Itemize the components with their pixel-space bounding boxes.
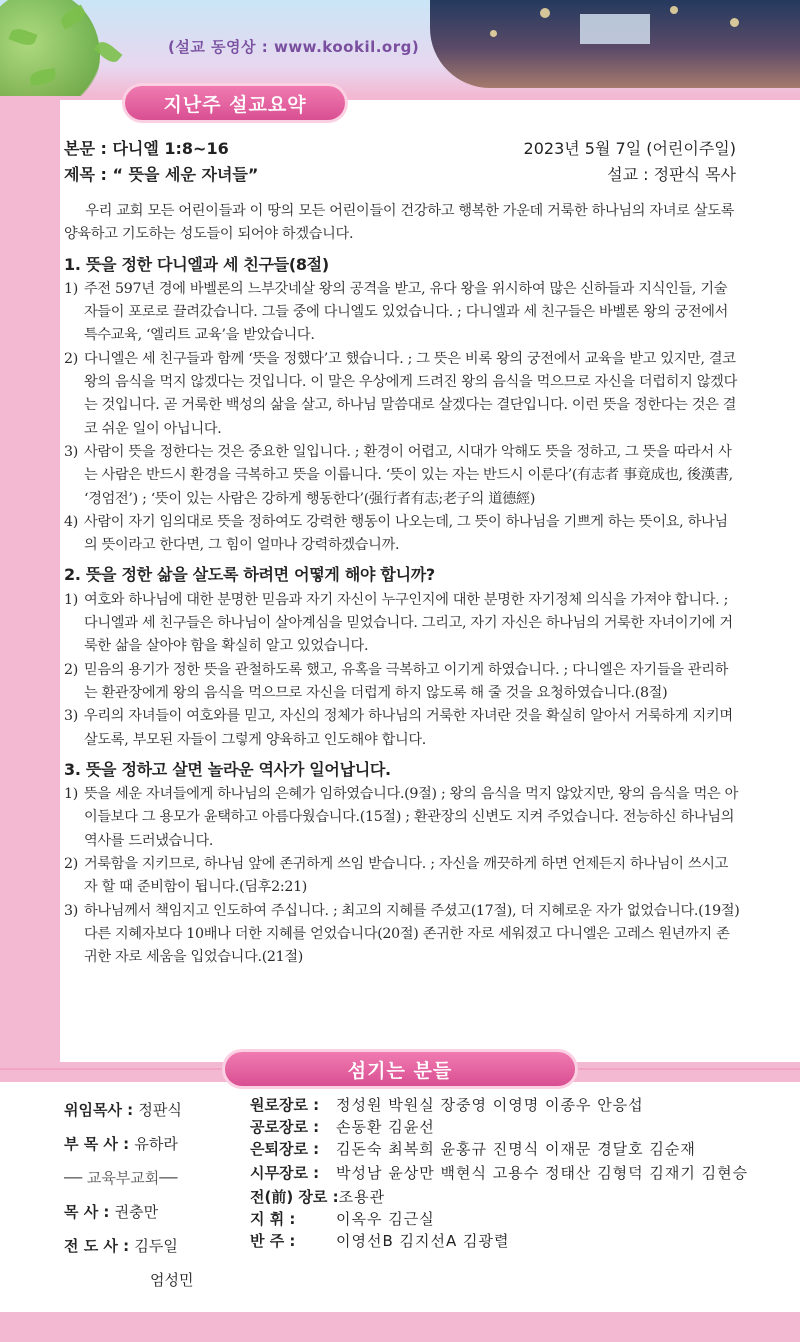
list-item: 3) 하나님께서 책임지고 인도하여 주십니다. ; 최고의 지혜를 주셨고(17절), 더 지혜로운 자가 없었습니다.(19절) 다른 지혜자보다 10배나 더한 지혜를 얻었습니다(20절) 존귀한 자로 세워졌고 다니엘은 고레스 원년까지 존귀한 자로 세움을 입었습니다.(21절) — [64, 902, 740, 966]
server-row: 지 휘 : 이옥우 김근실 — [250, 1210, 435, 1228]
section-title: 1. 뜻을 정한 다니엘과 세 친구들(8절) — [64, 254, 329, 274]
list-item: 4) 사람이 자기 임의대로 뜻을 정하여도 강력한 행동이 나오는데, 그 뜻이 하나님을 기쁘게 하는 뜻이요, 하나님의 뜻이라고 한다면, 그 힘이 얼마나 강력하겠습니까. — [64, 513, 728, 554]
list-item: 1) 뜻을 세운 자녀들에게 하나님의 은혜가 임하였습니다.(9절) ; 왕의 음식을 먹지 않았지만, 왕의 음식을 먹은 아이들보다 그 용모가 윤택하고 아름다웠습니다.(15절) ; 환관장의 신변도 지켜 주었습니다. 전능하신 하나님의 역사를 드러냈습니다. — [64, 786, 739, 849]
education-divider: ── 교육부교회── — [64, 1169, 178, 1187]
server-row: 반 주 : 이영선B 김지선A 김광렬 — [250, 1232, 510, 1250]
sermon-body — [64, 200, 740, 970]
list-item: 1) 여호와 하나님에 대한 분명한 믿음과 자기 자신이 누구인지에 대한 분명한 자기정체 의식을 가져야 합니다. ; 다니엘과 세 친구들은 하나님이 살아계심을 믿었습니다. 그리고, 자기 자신은 하나님의 거룩한 자녀이기에 거룩한 삶을 살아야 함을 확실히 알고 있었습니다. — [64, 591, 733, 655]
intro-paragraph: 우리 교회 모든 어린이들과 이 땅의 모든 어린이들이 건강하고 행복한 가운데 거룩한 하나님의 자녀로 살도록 양육하고 기도하는 성도들이 되어야 하겠습니다. — [64, 203, 735, 243]
summary-title: 지난주 설교요약 — [125, 86, 345, 120]
list-item: 3) 우리의 자녀들이 여호와를 믿고, 자신의 정체가 하나님의 거룩한 자녀란 것을 확실히 알아서 거룩하게 지키며 살도록, 부모된 자들이 그렇게 양육하고 인도해야 합니다. — [64, 708, 733, 748]
sermon-preacher: 설교 : 정판식 목사 — [607, 165, 736, 184]
server-row: 목 사 : 권충만 — [64, 1203, 159, 1221]
server-row: 은퇴장로 : 김돈숙 최복희 윤홍규 진명식 이재문 경달호 김순재 — [250, 1140, 696, 1158]
servers-right-column — [250, 1094, 750, 1252]
server-row: 원로장로 : 정성원 박원실 장중영 이영명 이종우 안응섭 — [250, 1096, 644, 1114]
server-row: 전 도 사 : 김두일 — [64, 1237, 178, 1255]
server-row: 엄성민 — [150, 1271, 194, 1289]
servers-left-column — [64, 1093, 193, 1297]
sermon-title-label: 제목 : “ 뜻을 세운 자녀들” — [64, 165, 259, 184]
servers-title: 섬기는 분들 — [225, 1052, 575, 1086]
video-link-text: (설교 동영상 : www.kookil.org) — [168, 38, 420, 56]
list-item: 1) 주전 597년 경에 바벨론의 느부갓네살 왕의 공격을 받고, 유다 왕을 위시하여 많은 신하들과 지식인들, 기술자들이 포로로 끌려갔습니다. 그들 중에 다니엘도 있었습니다. ; 다니엘과 세 친구들은 바벨론 왕의 궁전에서 특수교육, ‘엘리트 교육’을 받았습니다. — [64, 280, 729, 344]
section-title: 2. 뜻을 정한 삶을 살도록 하려면 어떻게 해야 합니까? — [64, 565, 435, 585]
top-banner — [0, 0, 800, 96]
server-row: 부 목 사 : 유하라 — [64, 1135, 178, 1153]
section-title: 3. 뜻을 정하고 살면 놀라운 역사가 일어납니다. — [64, 759, 391, 779]
list-item: 2) 믿음의 용기가 정한 뜻을 관철하도록 했고, 유혹을 극복하고 이기게 하였습니다. ; 다니엘은 자기들을 관리하는 환관장에게 왕의 음식을 먹으므로 자신을 더럽게 하지 않도록 해 줄 것을 요청하였습니다.(8절) — [64, 661, 729, 701]
church-photo — [430, 0, 800, 88]
server-row: 공로장로 : 손동환 김윤선 — [250, 1118, 435, 1136]
server-row: 시무장로 : 박성남 윤상만 백현식 고용수 정태산 김형덕 김재기 김현승 — [250, 1164, 749, 1182]
list-item: 3) 사람이 뜻을 정한다는 것은 중요한 일입니다. ; 환경이 어렵고, 시대가 악해도 뜻을 정하고, 그 뜻을 따라서 사는 사람은 반드시 환경을 극복하고 뜻을 이룹니다. ‘뜻이 있는 자는 반드시 이룬다’(有志者 事竟成也, 後漢書, ‘경엄전’) ; ‘뜻이 있는 사람은 강하게 행동한다’(强行者有志;老子의 道德經) — [64, 443, 733, 507]
list-item: 2) 거룩함을 지키므로, 하나님 앞에 존귀하게 쓰임 받습니다. ; 자신을 깨끗하게 하면 언제든지 하나님이 쓰시고자 할 때 준비함이 됩니다.(딤후2:21) — [64, 856, 729, 896]
list-item: 2) 다니엘은 세 친구들과 함께 ‘뜻을 정했다’고 했습니다. ; 그 뜻은 비록 왕의 궁전에서 교육을 받고 있지만, 결코 왕의 음식을 먹지 않겠다는 것입니다. 이 말은 우상에게 드려진 왕의 음식을 먹으므로 자신을 더럽히지 않겠다는 것입니다. 곧 거룩한 백성의 삶을 살고, 하나님 말씀대로 살겠다는 결단입니다. 이런 뜻을 정한다는 것은 결코 쉬운 일이 아닙니다. — [64, 350, 737, 437]
server-row: 위임목사 : 정판식 — [64, 1101, 182, 1119]
server-row: 전(前) 장로 : 조용관 — [250, 1188, 386, 1206]
sermon-text-label: 본문 : 다니엘 1:8~16 — [64, 139, 229, 158]
sermon-date: 2023년 5월 7일 (어린이주일) — [523, 139, 736, 158]
